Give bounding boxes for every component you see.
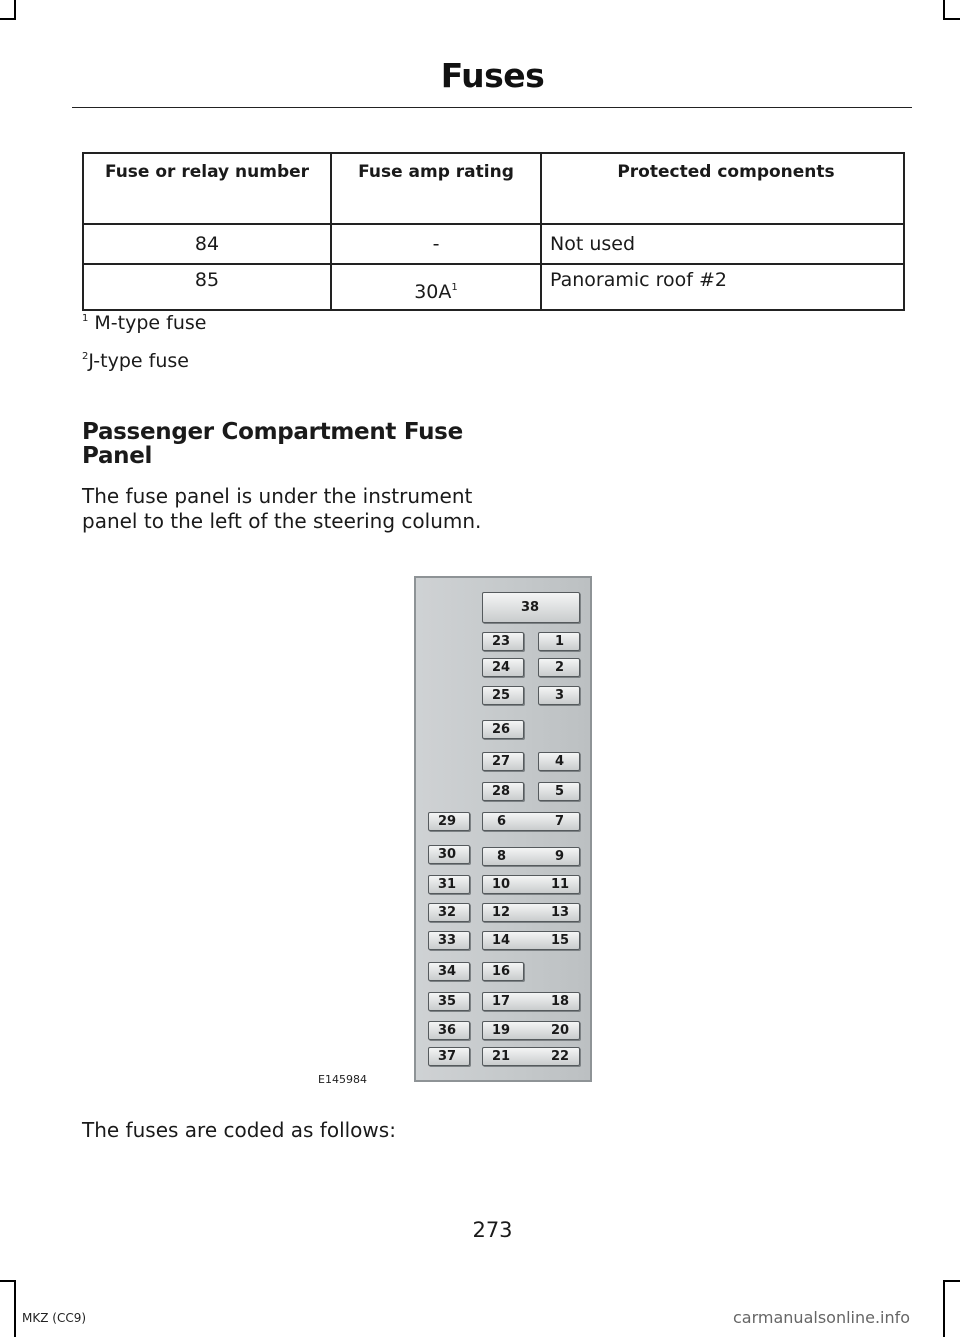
fuse-36: 36 bbox=[428, 1021, 470, 1040]
fuse-2: 2 bbox=[538, 658, 580, 677]
fuse-34: 34 bbox=[428, 962, 470, 981]
header-amp-rating: Fuse amp rating bbox=[331, 153, 541, 224]
fuse-17-18: 17 18 bbox=[482, 992, 580, 1011]
footnote-ref: 1 bbox=[451, 282, 458, 293]
fuse-25: 25 bbox=[482, 686, 524, 705]
fuse-number-cell: 84 bbox=[83, 224, 331, 264]
fuse-6-7: 6 7 bbox=[482, 812, 580, 831]
amp-rating-value: 30A bbox=[414, 281, 452, 303]
fuse-10-11: 10 11 bbox=[482, 875, 580, 894]
component-cell: Not used bbox=[541, 224, 904, 264]
table-header-row bbox=[83, 153, 904, 224]
fuse-30: 30 bbox=[428, 845, 470, 864]
footnote-text: J-type fuse bbox=[88, 350, 189, 372]
fuse-37: 37 bbox=[428, 1047, 470, 1066]
fuse-5: 5 bbox=[538, 782, 580, 801]
section-body: The fuse panel is under the instrument panel to the left of the steering column. bbox=[82, 484, 482, 533]
fuse-35: 35 bbox=[428, 992, 470, 1011]
section-heading: Passenger Compartment Fuse Panel bbox=[82, 419, 463, 469]
crop-mark bbox=[0, 1280, 16, 1282]
fuse-8-9: 8 9 bbox=[482, 847, 580, 866]
watermark: carmanualsonline.info bbox=[733, 1308, 911, 1327]
fuse-32: 32 bbox=[428, 903, 470, 922]
component-cell: Panoramic roof #2 bbox=[541, 264, 904, 310]
fuse-table bbox=[82, 152, 905, 311]
fuse-33: 33 bbox=[428, 931, 470, 950]
fuse-31: 31 bbox=[428, 875, 470, 894]
fuse-29: 29 bbox=[428, 812, 470, 831]
crop-mark bbox=[943, 0, 945, 20]
crop-mark bbox=[943, 18, 960, 20]
crop-mark bbox=[943, 1280, 945, 1337]
crop-mark bbox=[943, 1280, 960, 1282]
fuse-24: 24 bbox=[482, 658, 524, 677]
crop-mark bbox=[0, 18, 16, 20]
fuse-12-13: 12 13 bbox=[482, 903, 580, 922]
fuse-21-22: 21 22 bbox=[482, 1047, 580, 1066]
fuse-23: 23 bbox=[482, 632, 524, 651]
fuse-1: 1 bbox=[538, 632, 580, 651]
fuse-4: 4 bbox=[538, 752, 580, 771]
title-rule bbox=[72, 107, 912, 108]
amp-rating-cell: - bbox=[331, 224, 541, 264]
fuse-38: 38 bbox=[482, 592, 580, 623]
footnote-text: M-type fuse bbox=[88, 312, 207, 334]
fuse-3: 3 bbox=[538, 686, 580, 705]
amp-rating-cell bbox=[331, 264, 541, 310]
header-fuse-number: Fuse or relay number bbox=[83, 153, 331, 224]
fuse-16: 16 bbox=[482, 962, 524, 981]
footnote bbox=[82, 312, 206, 334]
footnote-mark: 1 bbox=[82, 313, 89, 324]
model-code: MKZ (CC9) bbox=[22, 1311, 87, 1325]
fuse-26: 26 bbox=[482, 720, 524, 739]
fuse-19-20: 19 20 bbox=[482, 1021, 580, 1040]
page-number: 273 bbox=[472, 1218, 513, 1242]
diagram-id: E145984 bbox=[318, 1073, 367, 1086]
fuse-number-cell: 85 bbox=[83, 264, 331, 310]
footnote bbox=[82, 350, 189, 372]
fuse-14-15: 14 15 bbox=[482, 931, 580, 950]
crop-mark bbox=[14, 1280, 16, 1337]
fuse-27: 27 bbox=[482, 752, 524, 771]
header-protected-components: Protected components bbox=[541, 153, 904, 224]
page-title: Fuses bbox=[440, 56, 545, 95]
footnote-mark: 2 bbox=[82, 351, 89, 362]
table-row bbox=[83, 264, 904, 310]
table-row bbox=[83, 224, 904, 264]
crop-mark bbox=[14, 0, 16, 20]
fuse-28: 28 bbox=[482, 782, 524, 801]
closing-text: The fuses are coded as follows: bbox=[82, 1118, 396, 1142]
fuse-panel-diagram bbox=[414, 576, 592, 1082]
